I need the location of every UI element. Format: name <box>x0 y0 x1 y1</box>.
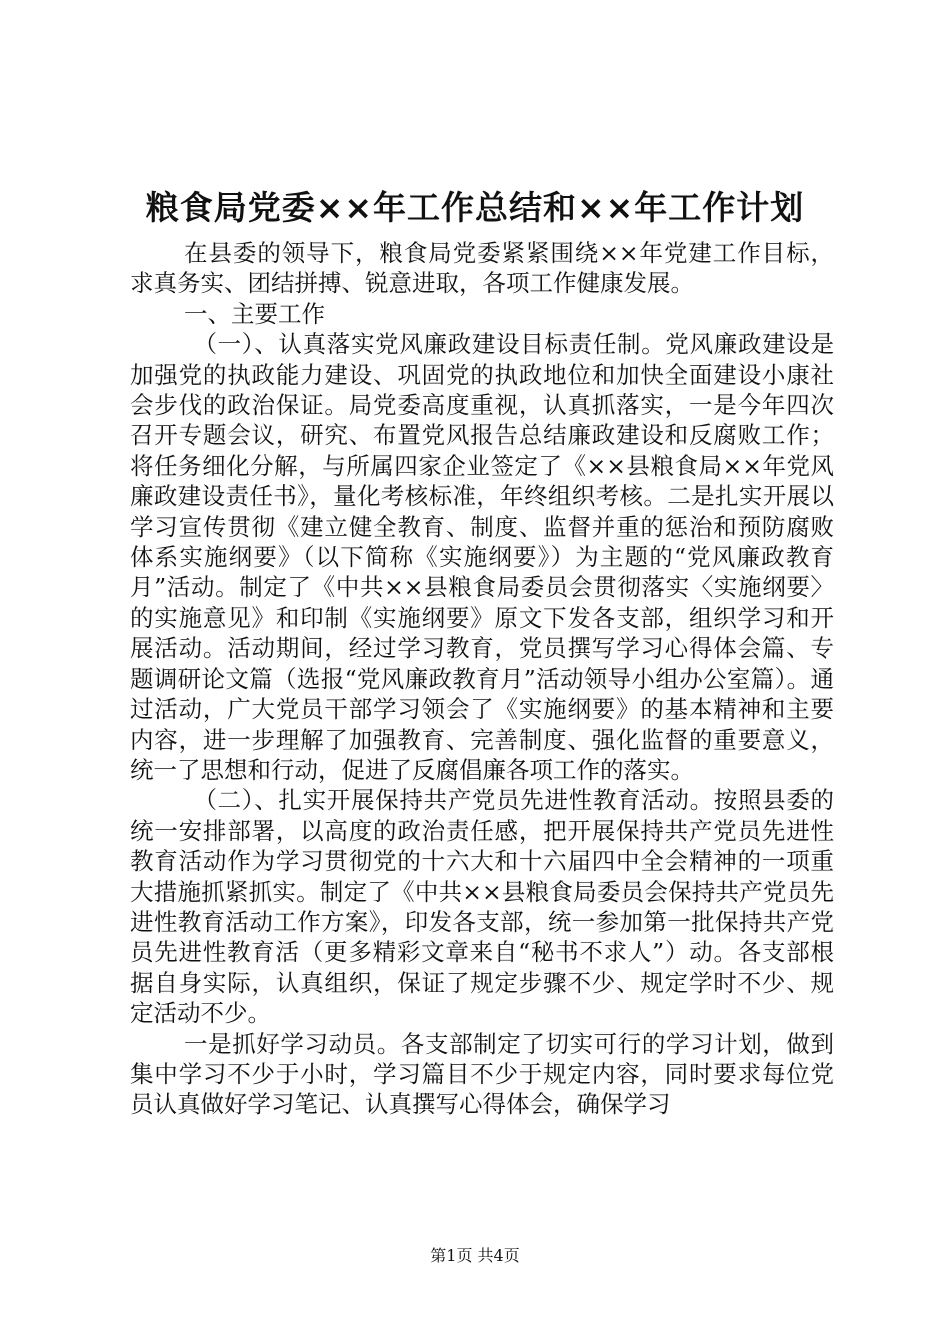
paragraph-part-1: （一）、认真落实党风廉政建设目标责任制。党风廉政建设是加强党的执政能力建设、巩固党的执政地位和加快全面建设小康社会步伐的政治保证。局党委高度重视，认真抓落实，一是今年四次召开专题会议，研究、布置党风报告总结廉政建设和反腐败工作；将任务细化分解，与所属四家企业签定了《××县粮食局××年党风廉政建设责任书》，量化考核标准，年终组织考核。二是扎实开展以学习宣传贯彻《建立健全教育、制度、监督并重的惩治和预防腐败体系实施纲要》（以下简称《实施纲要》）为主题的“党风廉政教育月”活动。制定了《中共××县粮食局委员会贯彻落实〈实施纲要〉的实施意见》和印制《实施纲要》原文下发各支部，组织学习和开展活动。活动期间，经过学习教育，党员撰写学习心得体会篇、专题调研论文篇（选报“党风廉政教育月”活动领导小组办公室篇）。通过活动，广大党员干部学习领会了《实施纲要》的基本精神和主要内容，进一步理解了加强教育、完善制度、强化监督的重要意义，统一了思想和行动，促进了反腐倡廉各项工作的落实。 <box>130 330 834 784</box>
section-heading: 一、主要工作 <box>184 299 326 328</box>
paragraph-part-2: （二）、扎实开展保持共产党员先进性教育活动。按照县委的统一安排部署，以高度的政治责任感，把开展保持共产党员先进性教育活动作为学习贯彻党的十六大和十六届四中全会精神的一项重大措施抓紧抓实。制定了《中共××县粮食局委员会保持共产党员先进性教育活动工作方案》，印发各支部，统一参加第一批保持共产党员先进性教育活（更多精彩文章来自“秘书不求人”）动。各支部根据自身实际，认真组织，保证了规定步骤不少、规定学时不少、规定活动不少。 <box>130 786 834 1028</box>
page-footer: 第1页 共4页 <box>430 1246 520 1265</box>
paragraph-learning: 一是抓好学习动员。各支部制定了切实可行的学习计划，做到集中学习不少于小时，学习篇目不少于规定内容，同时要求每位党员认真做好学习笔记、认真撰写心得体会，确保学习 <box>130 1029 834 1119</box>
page-title: 粮食局党委××年工作总结和××年工作计划 <box>145 188 805 227</box>
intro-paragraph: 在县委的领导下，粮食局党委紧紧围绕××年党建工作目标，求真务实、团结拼搏、锐意进取，各项工作健康发展。 <box>130 239 834 298</box>
document-body <box>130 238 834 1120</box>
